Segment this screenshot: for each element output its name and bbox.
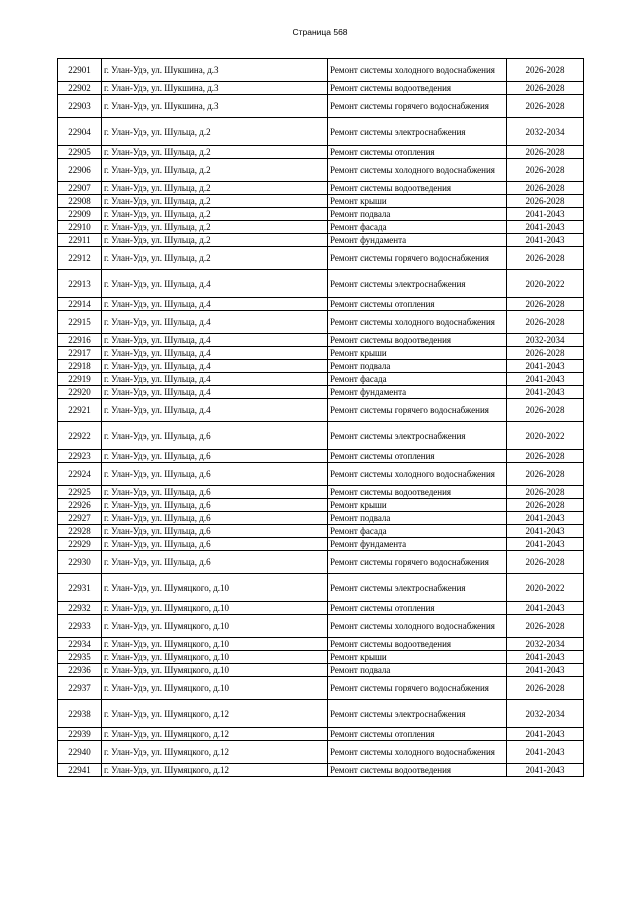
work-type-cell: Ремонт системы холодного водоснабжения (328, 615, 507, 638)
period-cell: 2026-2028 (507, 463, 584, 486)
work-type-cell: Ремонт системы электроснабжения (328, 118, 507, 146)
work-type-cell: Ремонт фасада (328, 373, 507, 386)
period-cell: 2020-2022 (507, 422, 584, 450)
row-number-cell: 22941 (58, 764, 102, 777)
row-number-cell: 22931 (58, 574, 102, 602)
table-row (58, 159, 584, 182)
table-row (58, 728, 584, 741)
period-cell: 2026-2028 (507, 551, 584, 574)
row-number-cell: 22933 (58, 615, 102, 638)
work-type-cell: Ремонт системы холодного водоснабжения (328, 311, 507, 334)
row-number-cell: 22935 (58, 651, 102, 664)
period-cell: 2041-2043 (507, 741, 584, 764)
address-cell: г. Улан-Удэ, ул. Шульца, д.6 (102, 538, 328, 551)
period-cell: 2041-2043 (507, 764, 584, 777)
work-type-cell: Ремонт системы отопления (328, 602, 507, 615)
work-type-cell: Ремонт крыши (328, 499, 507, 512)
work-type-cell: Ремонт системы горячего водоснабжения (328, 399, 507, 422)
work-type-cell: Ремонт фасада (328, 221, 507, 234)
address-cell: г. Улан-Удэ, ул. Шульца, д.4 (102, 298, 328, 311)
work-type-cell: Ремонт системы электроснабжения (328, 574, 507, 602)
address-cell: г. Улан-Удэ, ул. Шульца, д.2 (102, 146, 328, 159)
row-number-cell: 22904 (58, 118, 102, 146)
period-cell: 2026-2028 (507, 298, 584, 311)
table-row (58, 512, 584, 525)
row-number-cell: 22913 (58, 270, 102, 298)
work-type-cell: Ремонт системы водоотведения (328, 638, 507, 651)
address-cell: г. Улан-Удэ, ул. Шульца, д.4 (102, 399, 328, 422)
row-number-cell: 22939 (58, 728, 102, 741)
address-cell: г. Улан-Удэ, ул. Шульца, д.6 (102, 486, 328, 499)
work-type-cell: Ремонт системы холодного водоснабжения (328, 463, 507, 486)
period-cell: 2026-2028 (507, 499, 584, 512)
period-cell: 2026-2028 (507, 615, 584, 638)
row-number-cell: 22903 (58, 95, 102, 118)
work-type-cell: Ремонт крыши (328, 347, 507, 360)
table-row (58, 764, 584, 777)
table-row (58, 334, 584, 347)
address-cell: г. Улан-Удэ, ул. Шульца, д.2 (102, 182, 328, 195)
table-row (58, 399, 584, 422)
period-cell: 2026-2028 (507, 159, 584, 182)
work-type-cell: Ремонт системы водоотведения (328, 486, 507, 499)
table-row (58, 95, 584, 118)
table-row (58, 146, 584, 159)
table-row (58, 638, 584, 651)
work-type-cell: Ремонт системы водоотведения (328, 182, 507, 195)
address-cell: г. Улан-Удэ, ул. Шумяцкого, д.12 (102, 728, 328, 741)
row-number-cell: 22918 (58, 360, 102, 373)
table-row (58, 422, 584, 450)
address-cell: г. Улан-Удэ, ул. Шульца, д.4 (102, 311, 328, 334)
table-row (58, 525, 584, 538)
period-cell: 2026-2028 (507, 95, 584, 118)
row-number-cell: 22923 (58, 450, 102, 463)
row-number-cell: 22901 (58, 59, 102, 82)
address-cell: г. Улан-Удэ, ул. Шульца, д.6 (102, 422, 328, 450)
table-row (58, 195, 584, 208)
table-row (58, 574, 584, 602)
table-row (58, 664, 584, 677)
row-number-cell: 22924 (58, 463, 102, 486)
period-cell: 2041-2043 (507, 538, 584, 551)
table-row (58, 741, 584, 764)
period-cell: 2041-2043 (507, 664, 584, 677)
period-cell: 2041-2043 (507, 602, 584, 615)
period-cell: 2026-2028 (507, 247, 584, 270)
row-number-cell: 22921 (58, 399, 102, 422)
work-type-cell: Ремонт системы водоотведения (328, 764, 507, 777)
address-cell: г. Улан-Удэ, ул. Шумяцкого, д.12 (102, 700, 328, 728)
table-row (58, 651, 584, 664)
address-cell: г. Улан-Удэ, ул. Шумяцкого, д.10 (102, 638, 328, 651)
table-row (58, 602, 584, 615)
table-row (58, 59, 584, 82)
work-type-cell: Ремонт системы отопления (328, 146, 507, 159)
row-number-cell: 22917 (58, 347, 102, 360)
address-cell: г. Улан-Удэ, ул. Шумяцкого, д.10 (102, 574, 328, 602)
period-cell: 2026-2028 (507, 195, 584, 208)
row-number-cell: 22906 (58, 159, 102, 182)
work-type-cell: Ремонт системы водоотведения (328, 334, 507, 347)
row-number-cell: 22925 (58, 486, 102, 499)
table-row (58, 182, 584, 195)
work-type-cell: Ремонт крыши (328, 651, 507, 664)
address-cell: г. Улан-Удэ, ул. Шумяцкого, д.10 (102, 664, 328, 677)
table-row (58, 538, 584, 551)
period-cell: 2032-2034 (507, 700, 584, 728)
address-cell: г. Улан-Удэ, ул. Шульца, д.6 (102, 525, 328, 538)
period-cell: 2026-2028 (507, 82, 584, 95)
period-cell: 2041-2043 (507, 386, 584, 399)
period-cell: 2041-2043 (507, 234, 584, 247)
address-cell: г. Улан-Удэ, ул. Шульца, д.6 (102, 463, 328, 486)
row-number-cell: 22928 (58, 525, 102, 538)
address-cell: г. Улан-Удэ, ул. Шульца, д.6 (102, 512, 328, 525)
work-type-cell: Ремонт подвала (328, 664, 507, 677)
address-cell: г. Улан-Удэ, ул. Шумяцкого, д.12 (102, 741, 328, 764)
row-number-cell: 22919 (58, 373, 102, 386)
work-type-cell: Ремонт системы электроснабжения (328, 700, 507, 728)
period-cell: 2041-2043 (507, 208, 584, 221)
table-row (58, 450, 584, 463)
address-cell: г. Улан-Удэ, ул. Шукшина, д.3 (102, 82, 328, 95)
work-type-cell: Ремонт системы электроснабжения (328, 270, 507, 298)
row-number-cell: 22915 (58, 311, 102, 334)
row-number-cell: 22936 (58, 664, 102, 677)
table-row (58, 298, 584, 311)
table-row (58, 247, 584, 270)
work-type-cell: Ремонт системы горячего водоснабжения (328, 247, 507, 270)
address-cell: г. Улан-Удэ, ул. Шумяцкого, д.10 (102, 602, 328, 615)
work-type-cell: Ремонт фундамента (328, 538, 507, 551)
period-cell: 2032-2034 (507, 118, 584, 146)
row-number-cell: 22909 (58, 208, 102, 221)
row-number-cell: 22937 (58, 677, 102, 700)
address-cell: г. Улан-Удэ, ул. Шукшина, д.3 (102, 59, 328, 82)
row-number-cell: 22926 (58, 499, 102, 512)
table-row (58, 234, 584, 247)
period-cell: 2020-2022 (507, 270, 584, 298)
table-row (58, 386, 584, 399)
work-type-cell: Ремонт системы электроснабжения (328, 422, 507, 450)
table-row (58, 615, 584, 638)
period-cell: 2026-2028 (507, 486, 584, 499)
period-cell: 2026-2028 (507, 182, 584, 195)
address-cell: г. Улан-Удэ, ул. Шукшина, д.3 (102, 95, 328, 118)
row-number-cell: 22932 (58, 602, 102, 615)
work-type-cell: Ремонт подвала (328, 208, 507, 221)
table-row (58, 499, 584, 512)
work-type-cell: Ремонт системы отопления (328, 728, 507, 741)
period-cell: 2026-2028 (507, 311, 584, 334)
table-row (58, 486, 584, 499)
table-row (58, 551, 584, 574)
address-cell: г. Улан-Удэ, ул. Шульца, д.4 (102, 386, 328, 399)
address-cell: г. Улан-Удэ, ул. Шульца, д.2 (102, 234, 328, 247)
row-number-cell: 22929 (58, 538, 102, 551)
address-cell: г. Улан-Удэ, ул. Шумяцкого, д.12 (102, 764, 328, 777)
work-type-cell: Ремонт фундамента (328, 386, 507, 399)
row-number-cell: 22907 (58, 182, 102, 195)
period-cell: 2032-2034 (507, 638, 584, 651)
table-row (58, 208, 584, 221)
work-type-cell: Ремонт системы отопления (328, 298, 507, 311)
address-cell: г. Улан-Удэ, ул. Шульца, д.2 (102, 118, 328, 146)
row-number-cell: 22910 (58, 221, 102, 234)
row-number-cell: 22905 (58, 146, 102, 159)
row-number-cell: 22912 (58, 247, 102, 270)
address-cell: г. Улан-Удэ, ул. Шульца, д.6 (102, 450, 328, 463)
work-type-cell: Ремонт системы холодного водоснабжения (328, 159, 507, 182)
repair-schedule-table (57, 58, 584, 777)
period-cell: 2041-2043 (507, 360, 584, 373)
period-cell: 2032-2034 (507, 334, 584, 347)
period-cell: 2026-2028 (507, 59, 584, 82)
address-cell: г. Улан-Удэ, ул. Шульца, д.4 (102, 270, 328, 298)
row-number-cell: 22911 (58, 234, 102, 247)
address-cell: г. Улан-Удэ, ул. Шульца, д.6 (102, 551, 328, 574)
period-cell: 2041-2043 (507, 651, 584, 664)
work-type-cell: Ремонт системы горячего водоснабжения (328, 677, 507, 700)
work-type-cell: Ремонт крыши (328, 195, 507, 208)
period-cell: 2041-2043 (507, 728, 584, 741)
period-cell: 2041-2043 (507, 373, 584, 386)
row-number-cell: 22927 (58, 512, 102, 525)
work-type-cell: Ремонт системы отопления (328, 450, 507, 463)
period-cell: 2020-2022 (507, 574, 584, 602)
table-row (58, 677, 584, 700)
address-cell: г. Улан-Удэ, ул. Шульца, д.4 (102, 360, 328, 373)
address-cell: г. Улан-Удэ, ул. Шульца, д.4 (102, 334, 328, 347)
work-type-cell: Ремонт системы холодного водоснабжения (328, 741, 507, 764)
table-row (58, 463, 584, 486)
row-number-cell: 22934 (58, 638, 102, 651)
address-cell: г. Улан-Удэ, ул. Шульца, д.2 (102, 195, 328, 208)
address-cell: г. Улан-Удэ, ул. Шумяцкого, д.10 (102, 677, 328, 700)
work-type-cell: Ремонт системы водоотведения (328, 82, 507, 95)
table-row (58, 347, 584, 360)
row-number-cell: 22940 (58, 741, 102, 764)
period-cell: 2026-2028 (507, 347, 584, 360)
table-body (58, 59, 584, 777)
table-row (58, 700, 584, 728)
address-cell: г. Улан-Удэ, ул. Шульца, д.2 (102, 247, 328, 270)
address-cell: г. Улан-Удэ, ул. Шульца, д.6 (102, 499, 328, 512)
table-row (58, 373, 584, 386)
row-number-cell: 22914 (58, 298, 102, 311)
address-cell: г. Улан-Удэ, ул. Шульца, д.4 (102, 347, 328, 360)
page-header: Страница 568 (292, 27, 348, 37)
period-cell: 2041-2043 (507, 221, 584, 234)
work-type-cell: Ремонт фасада (328, 525, 507, 538)
row-number-cell: 22908 (58, 195, 102, 208)
table-row (58, 118, 584, 146)
address-cell: г. Улан-Удэ, ул. Шульца, д.2 (102, 221, 328, 234)
work-type-cell: Ремонт подвала (328, 360, 507, 373)
work-type-cell: Ремонт фундамента (328, 234, 507, 247)
period-cell: 2026-2028 (507, 399, 584, 422)
period-cell: 2026-2028 (507, 450, 584, 463)
address-cell: г. Улан-Удэ, ул. Шульца, д.2 (102, 208, 328, 221)
row-number-cell: 22902 (58, 82, 102, 95)
table-row (58, 270, 584, 298)
period-cell: 2041-2043 (507, 525, 584, 538)
address-cell: г. Улан-Удэ, ул. Шумяцкого, д.10 (102, 651, 328, 664)
address-cell: г. Улан-Удэ, ул. Шульца, д.2 (102, 159, 328, 182)
row-number-cell: 22938 (58, 700, 102, 728)
work-type-cell: Ремонт системы горячего водоснабжения (328, 95, 507, 118)
table-row (58, 311, 584, 334)
table-row (58, 360, 584, 373)
row-number-cell: 22920 (58, 386, 102, 399)
row-number-cell: 22922 (58, 422, 102, 450)
period-cell: 2041-2043 (507, 512, 584, 525)
period-cell: 2026-2028 (507, 677, 584, 700)
address-cell: г. Улан-Удэ, ул. Шульца, д.4 (102, 373, 328, 386)
address-cell: г. Улан-Удэ, ул. Шумяцкого, д.10 (102, 615, 328, 638)
row-number-cell: 22930 (58, 551, 102, 574)
work-type-cell: Ремонт системы горячего водоснабжения (328, 551, 507, 574)
row-number-cell: 22916 (58, 334, 102, 347)
table-row (58, 82, 584, 95)
table-row (58, 221, 584, 234)
period-cell: 2026-2028 (507, 146, 584, 159)
work-type-cell: Ремонт подвала (328, 512, 507, 525)
work-type-cell: Ремонт системы холодного водоснабжения (328, 59, 507, 82)
